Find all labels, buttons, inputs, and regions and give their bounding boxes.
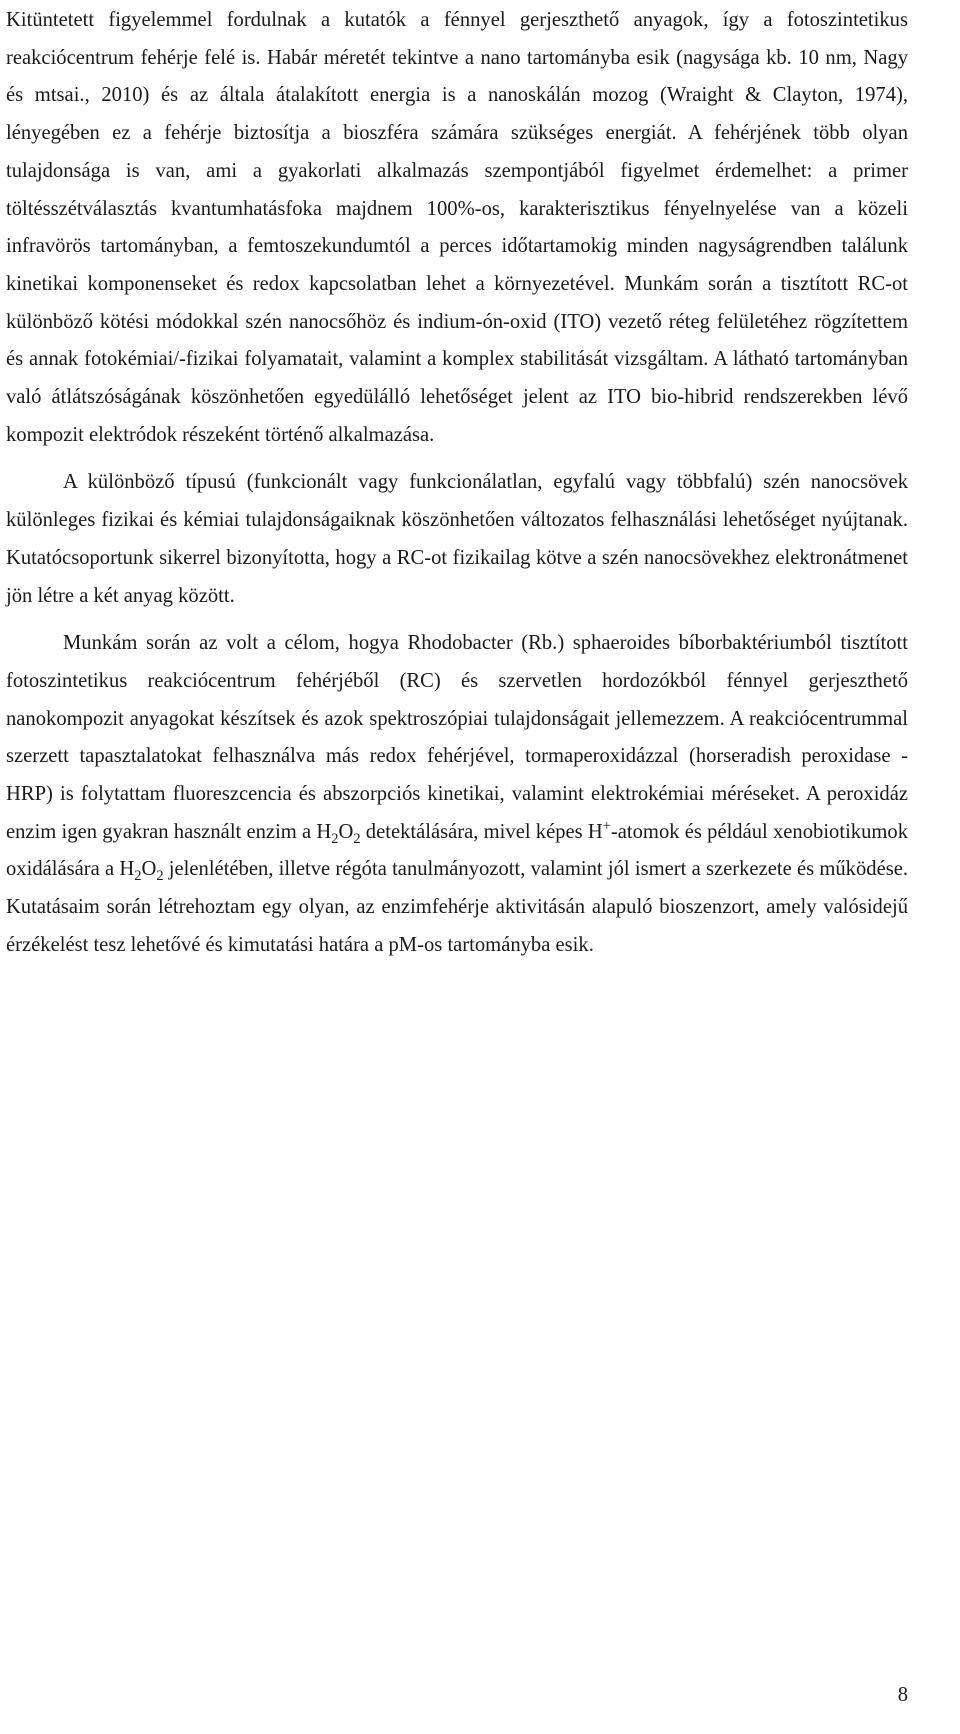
superscript: +	[602, 817, 611, 834]
text-run: O	[338, 820, 354, 843]
paragraph-2	[6, 464, 908, 615]
text-run: Munkám során az volt a célom, hogya Rhodobacter (Rb.) sphaeroides bíborbaktériumból tisztított fotoszintetikus reakciócentrum fehérjéből (RC) és szervetlen hordozókból fénnyel gerjeszthető nanokompozit anyagokat készítsek és azok spektroszópiai tulajdonságait jellemezzem. A reakciócentrummal szerzett tapasztalatokat felhasználva más redox fehérjével, tormaperoxidázzal (horseradish peroxidase - HRP) is folytattam fluoreszcencia és abszorpciós kinetikai, valamint elektrokémiai méréseket. A peroxidáz enzim igen gyakran használt enzim a H	[6, 632, 908, 843]
paragraph-1	[6, 2, 908, 454]
subscript: 2	[353, 830, 361, 847]
body-text	[6, 2, 908, 965]
subscript: 2	[331, 830, 339, 847]
subscript: 2	[156, 868, 164, 885]
subscript: 2	[134, 868, 142, 885]
text-run: A különböző típusú (funkcionált vagy funkcionálatlan, egyfalú vagy többfalú) szén nanocsövek különleges fizikai és kémiai tulajdonságaiknak köszönhetően változatos felhasználási lehetőséget nyújtanak. Kutatócsoportunk sikerrel bizonyította, hogy a RC-ot fizikailag kötve a szén nanocsövekhez elektronátmenet jön létre a két anyag között.	[6, 471, 908, 607]
text-run: O	[141, 858, 157, 881]
text-run: jelenlétében, illetve régóta tanulmányozott, valamint jól ismert a szerkezete és működése. Kutatásaim során létrehoztam egy olyan, az enzimfehérje aktivitásán alapuló bioszenzort, amely valósidejű érzékelést tesz lehetővé és kimutatási határa a pM-os tartományba esik.	[6, 858, 909, 956]
text-run: detektálására, mivel képes H	[360, 820, 603, 843]
text-run: Kitüntetett figyelemmel fordulnak a kutatók a fénnyel gerjeszthető anyagok, így a fotoszintetikus reakciócentrum fehérje felé is. Habár méretét tekintve a nano tartományba esik (nagysága kb. 10 nm, Nagy és mtsai., 2010) és az általa átalakított energia is a nanoskálán mozog (Wraight & Clayton, 1974), lényegében ez a fehérje biztosítja a bioszféra számára szükséges energiát. A fehérjének több olyan tulajdonsága is van, ami a gyakorlati alkalmazás szempontjából figyelmet érdemelhet: a primer töltésszétválasztás kvantumhatásfoka majdnem 100%-os, karakterisztikus fényelnyelése van a közeli infravörös tartományban, a femtoszekundumtól a perces időtartamokig minden nagyságrendben találunk kinetikai komponenseket és redox kapcsolatban lehet a környezetével. Munkám során a tisztított RC-ot különböző kötési módokkal szén nanocsőhöz és indium-ón-oxid (ITO) vezető réteg felületéhez rögzítettem és annak fotokémiai/-fizikai folyamatait, valamint a komplex stabilitását vizsgáltam. A látható tartományban való átlátszóságának köszönhetően egyedülálló lehetőséget jelent az ITO bio-hibrid rendszerekben lévő kompozit elektródok részeként történő alkalmazása.	[6, 9, 908, 446]
text-run: -atomok és például xenobiotikumok oxidálására a H	[6, 820, 908, 881]
paragraph-3	[6, 625, 908, 964]
page-number: 8	[897, 1684, 908, 1706]
